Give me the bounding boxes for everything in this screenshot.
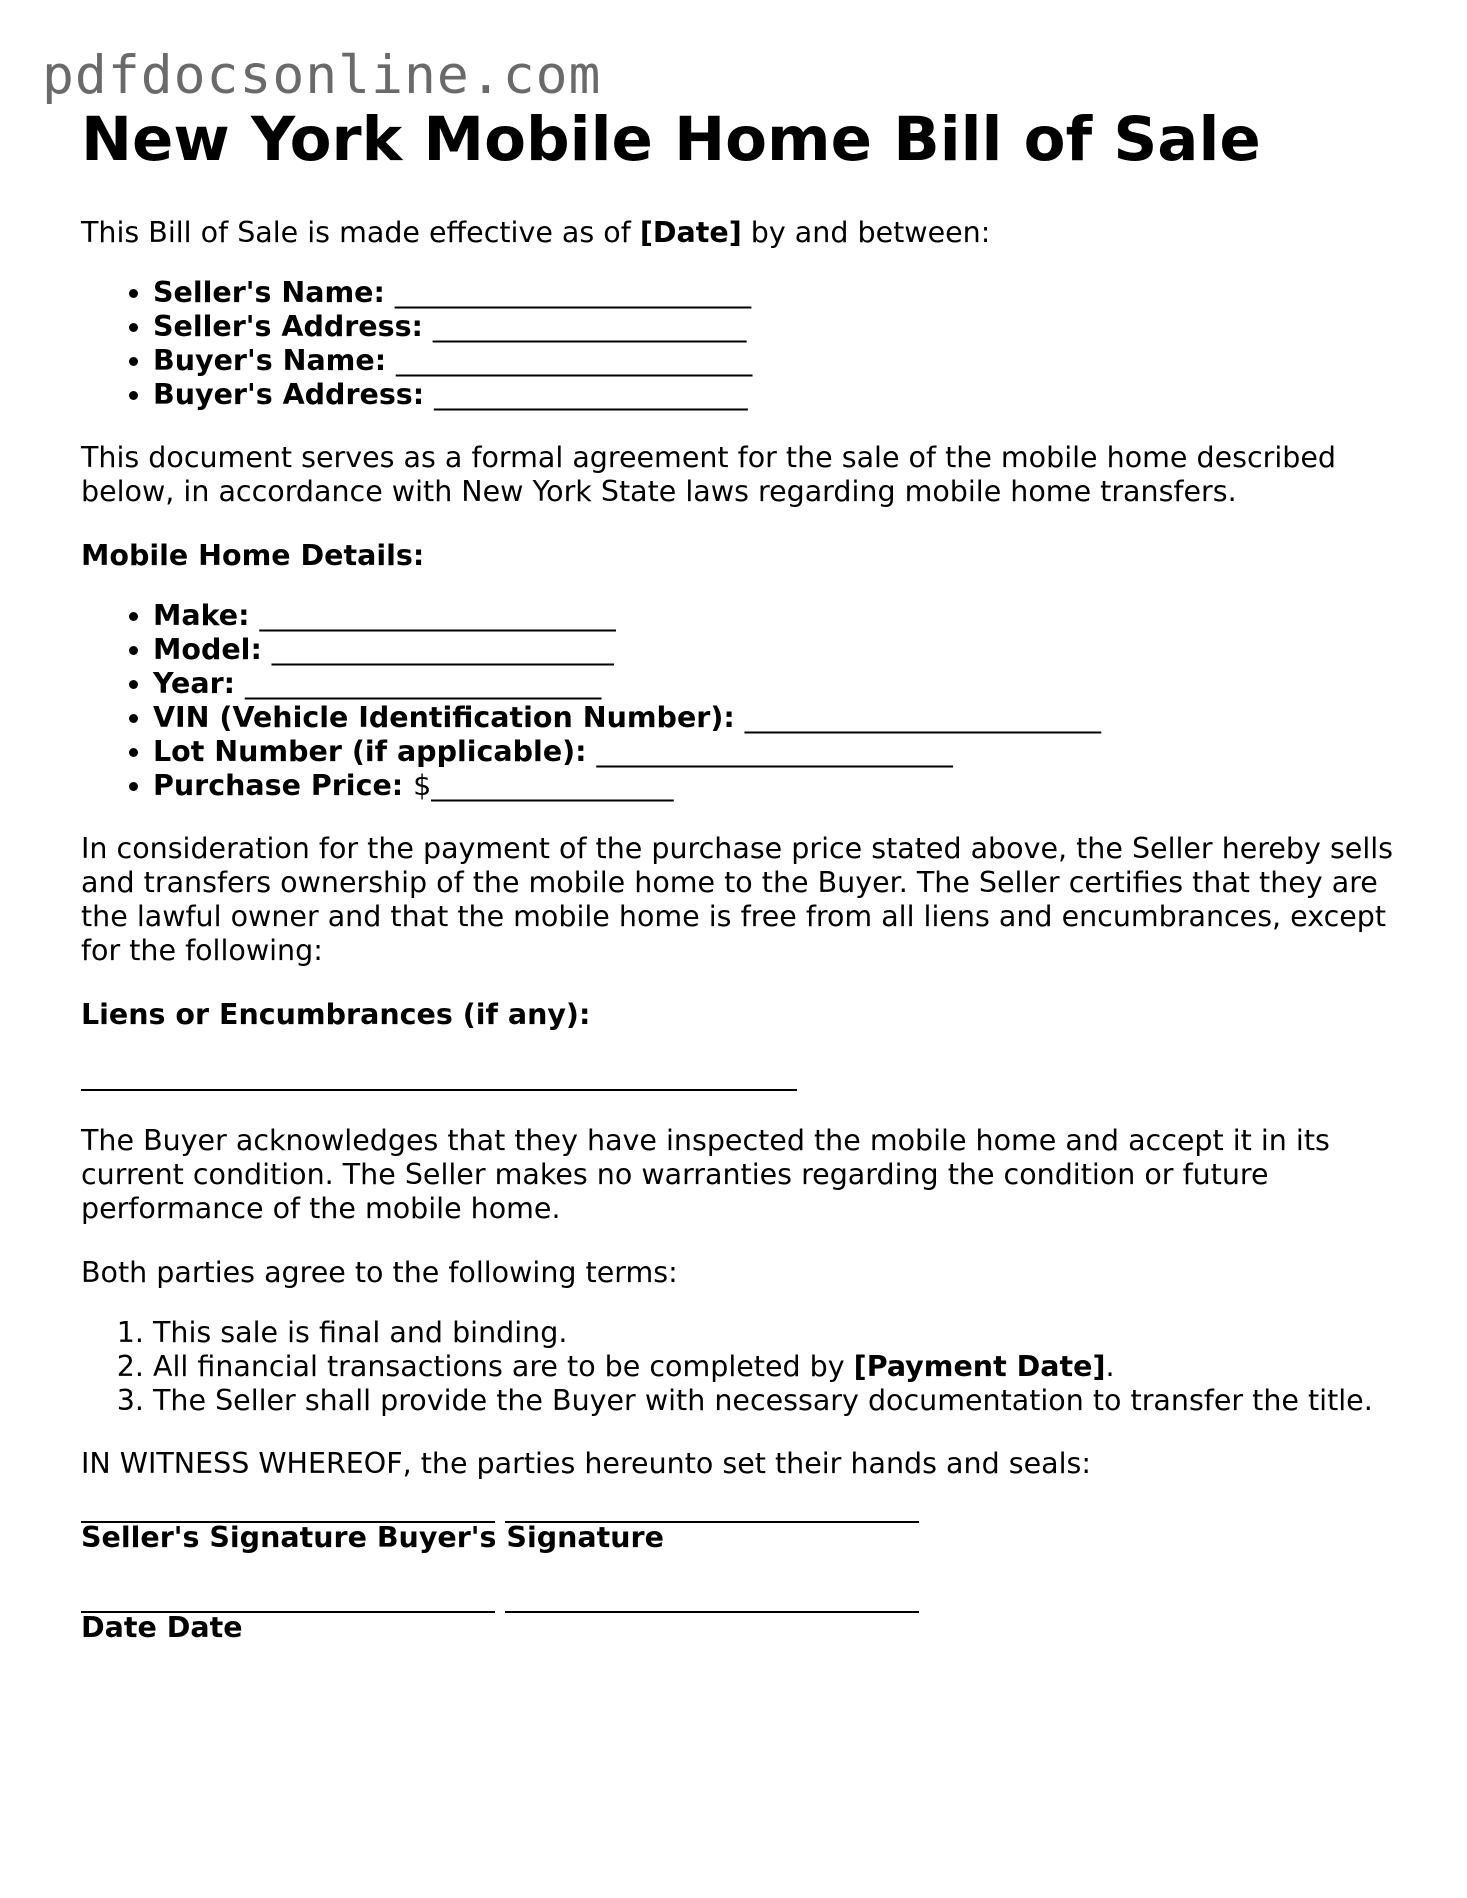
liens-blank-line[interactable] — [81, 1089, 797, 1091]
year-item — [153, 667, 1401, 701]
vin-item — [153, 701, 1401, 735]
agreement-paragraph: This document serves as a formal agreement for the sale of the mobile home described below, in accordance with New York State laws regarding mobile home transfers. — [81, 441, 1336, 508]
field-label: Model: — [153, 633, 262, 666]
witness-paragraph: IN WITNESS WHEREOF, the parties hereunto set their hands and seals: — [81, 1447, 1091, 1480]
model-item — [153, 633, 1401, 667]
field-label: VIN (Vehicle Identification Number): — [153, 701, 735, 734]
field-label: Seller's Name: — [153, 276, 385, 309]
intro-paragraph — [81, 216, 1401, 250]
field-label: Seller's Address: — [153, 310, 423, 343]
signature-labels: Seller's Signature Buyer's Signature — [81, 1521, 664, 1554]
document-body — [81, 98, 1401, 1645]
term-text: All financial transactions are to be completed by — [153, 1350, 854, 1383]
vin-blank[interactable]: _________________________ — [744, 701, 1101, 734]
field-label: Purchase Price: — [153, 769, 404, 802]
inspection-paragraph: The Buyer acknowledges that they have inspected the mobile home and accept it in its current condition. The Seller makes no warranties regarding the condition or future performance of the mobile home. — [81, 1124, 1330, 1225]
buyer-name-blank[interactable]: _________________________ — [396, 344, 753, 377]
details-heading: Mobile Home Details: — [81, 539, 425, 572]
details-list — [81, 599, 1401, 803]
buyer-signature-line[interactable] — [505, 1521, 919, 1523]
watermark: pdfdocsonline.com — [42, 45, 602, 106]
seller-address-blank[interactable]: ______________________ — [432, 310, 747, 343]
term-text: This sale is final and binding. — [153, 1316, 568, 1349]
consideration-paragraph: In consideration for the payment of the purchase price stated above, the Seller hereby sells and transfers ownership of the mobile home to the Buyer. The Seller certifies that they are the lawful owner and that the mobile home is free from all liens and encumbrances, except for the following: — [81, 832, 1394, 967]
seller-address-item — [153, 310, 1401, 344]
term-item — [153, 1316, 1401, 1350]
intro-prefix: This Bill of Sale is made effective as of — [81, 216, 640, 249]
field-label: Lot Number (if applicable): — [153, 735, 587, 768]
make-item — [153, 599, 1401, 633]
term-text: The Seller shall provide the Buyer with necessary documentation to transfer the title. — [153, 1384, 1373, 1417]
term-item — [153, 1384, 1401, 1418]
lot-number-blank[interactable]: _________________________ — [596, 735, 953, 768]
make-blank[interactable]: _________________________ — [259, 599, 616, 632]
terms-intro: Both parties agree to the following terms: — [81, 1256, 678, 1289]
terms-list — [81, 1316, 1401, 1418]
field-label: Buyer's Address: — [153, 378, 425, 411]
seller-name-blank[interactable]: _________________________ — [394, 276, 752, 309]
date-placeholder: [Date] — [639, 216, 742, 249]
purchase-price-item — [153, 769, 1401, 803]
buyer-date-line[interactable] — [505, 1611, 919, 1613]
lot-number-item — [153, 735, 1401, 769]
buyer-address-blank[interactable]: ______________________ — [434, 378, 748, 411]
field-label: Make: — [153, 599, 250, 632]
page-title: New York Mobile Home Bill of Sale — [81, 104, 1261, 175]
model-blank[interactable]: ________________________ — [271, 633, 614, 666]
term-text: . — [1105, 1350, 1115, 1383]
year-blank[interactable]: _________________________ — [244, 667, 602, 700]
field-label: Year: — [153, 667, 236, 700]
term-item — [153, 1350, 1401, 1384]
buyer-address-item — [153, 378, 1401, 412]
parties-list — [81, 276, 1401, 412]
field-label: Buyer's Name: — [153, 344, 387, 377]
seller-signature-line[interactable] — [81, 1521, 495, 1523]
payment-date-placeholder: [Payment Date] — [853, 1350, 1106, 1383]
intro-suffix: by and between: — [741, 216, 991, 249]
purchase-price-blank[interactable]: $_________________ — [413, 769, 674, 802]
seller-name-item — [153, 276, 1401, 310]
buyer-name-item — [153, 344, 1401, 378]
liens-heading: Liens or Encumbrances (if any): — [81, 998, 591, 1031]
seller-date-line[interactable] — [81, 1611, 495, 1613]
date-labels: Date Date — [81, 1611, 243, 1644]
